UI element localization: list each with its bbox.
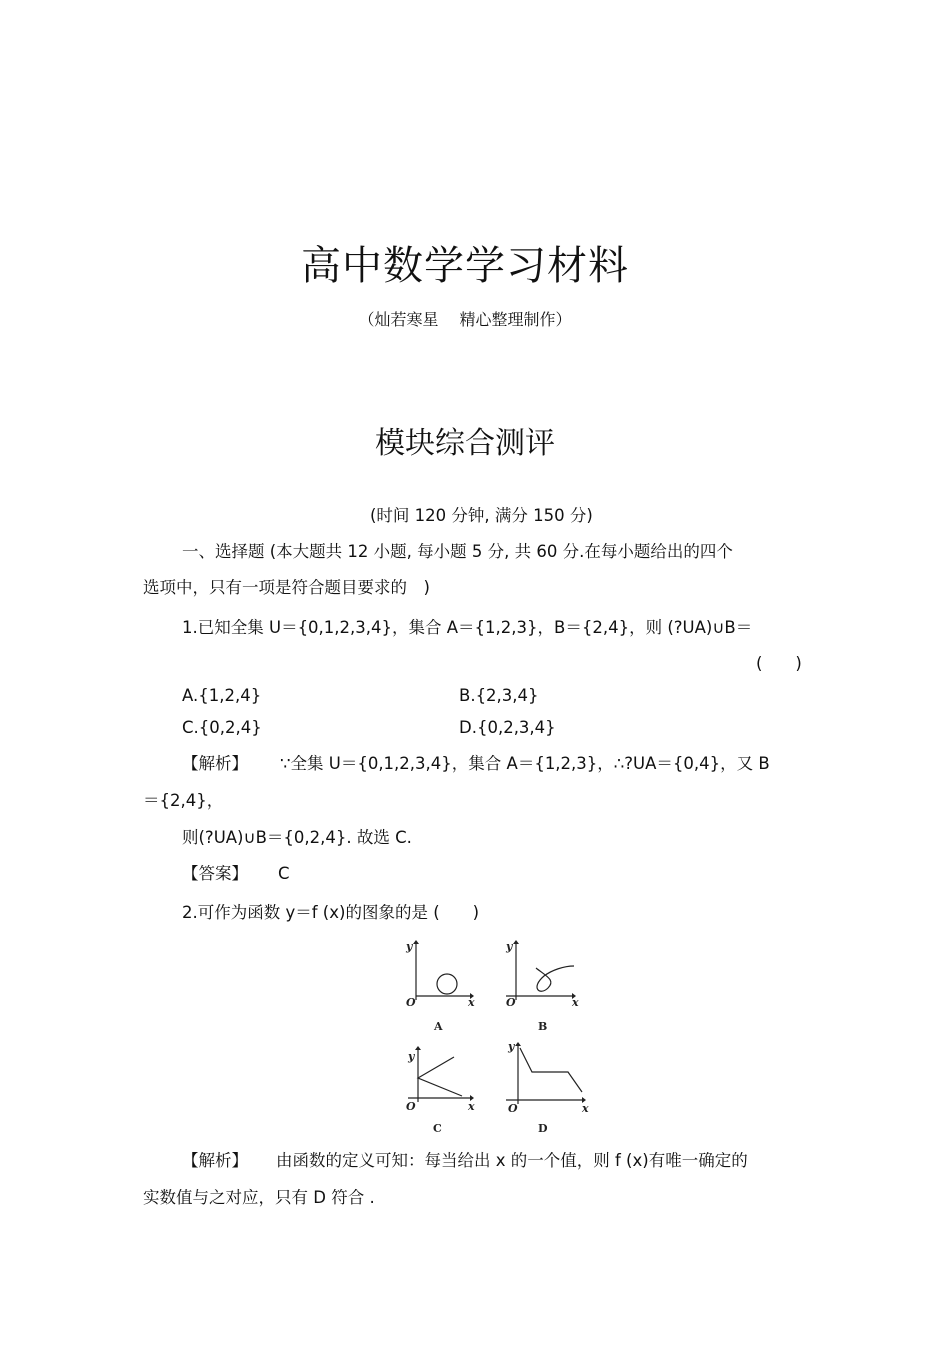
q2-function-graphs	[396, 938, 596, 1134]
graph-b-origin-label: O	[506, 996, 516, 1009]
q1-stem: 1.已知全集 U＝{0,1,2,3,4}，集合 A＝{1,2,3}，B＝{2,4}，则 (?UA)∪B＝	[182, 618, 753, 637]
q1-answer-blank: ( )	[756, 654, 802, 673]
graph-a-x-label: x	[468, 996, 475, 1009]
graph-b-x-label: x	[572, 996, 579, 1009]
q1-analysis-line2: ＝{2,4}，	[143, 791, 224, 810]
graph-d-x-label: x	[582, 1102, 589, 1115]
part1-instruction-line1: 一、选择题 (本大题共 12 小题, 每小题 5 分, 共 60 分.在每小题给出的四个	[182, 542, 733, 561]
q1-option-b: B.{2,3,4}	[459, 686, 539, 705]
q2-stem: 2.可作为函数 y＝f (x)的图象的是 ( )	[182, 903, 480, 922]
graph-b-curve	[536, 966, 574, 991]
document-subtitle: （灿若寒星 精心整理制作）	[358, 310, 572, 329]
graph-a-origin-label: O	[406, 996, 416, 1009]
graph-d-y-label: y	[508, 1040, 515, 1053]
graph-a-circle	[437, 974, 457, 994]
graph-a-caption: A	[434, 1020, 443, 1033]
graph-c-caption: C	[433, 1122, 442, 1134]
q1-option-a: A.{1,2,4}	[182, 686, 262, 705]
q1-option-c: C.{0,2,4}	[182, 718, 262, 737]
q1-answer-label: 【答案】	[182, 864, 248, 883]
graph-c-origin-label: O	[406, 1100, 416, 1113]
graph-c-curve	[418, 1057, 462, 1096]
graph-d	[506, 1046, 582, 1104]
q2-analysis-label: 【解析】	[182, 1151, 248, 1170]
q1-option-d: D.{0,2,3,4}	[459, 718, 556, 737]
q1-analysis-line1: ∵全集 U＝{0,1,2,3,4}，集合 A＝{1,2,3}，∴?UA＝{0,4}，又 B	[280, 754, 770, 773]
graph-c-x-label: x	[468, 1100, 475, 1113]
q2-analysis-line2: 实数值与之对应，只有 D 符合 .	[143, 1188, 375, 1207]
graph-c	[408, 1050, 470, 1102]
graph-d-origin-label: O	[508, 1102, 518, 1115]
document-title: 高中数学学习材料	[301, 243, 629, 289]
graph-d-caption: D	[538, 1122, 548, 1134]
graph-a	[416, 944, 470, 1000]
graph-b-caption: B	[538, 1020, 548, 1033]
exam-time-score: (时间 120 分钟, 满分 150 分)	[370, 506, 593, 525]
part1-instruction-line2: 选项中，只有一项是符合题目要求的 )	[143, 578, 430, 597]
graph-c-y-label: y	[408, 1050, 415, 1063]
section-title: 模块综合测评	[375, 426, 555, 461]
graph-b	[506, 944, 574, 1000]
graph-d-curve	[520, 1048, 582, 1092]
q1-answer: C	[278, 864, 290, 883]
graph-a-y-label: y	[406, 940, 413, 953]
q1-analysis-label: 【解析】	[182, 754, 248, 773]
graph-b-y-label: y	[506, 940, 513, 953]
q2-analysis-line1: 由函数的定义可知：每当给出 x 的一个值，则 f (x)有唯一确定的	[276, 1151, 748, 1170]
q1-analysis-line3: 则(?UA)∪B＝{0,2,4}. 故选 C.	[182, 828, 412, 847]
